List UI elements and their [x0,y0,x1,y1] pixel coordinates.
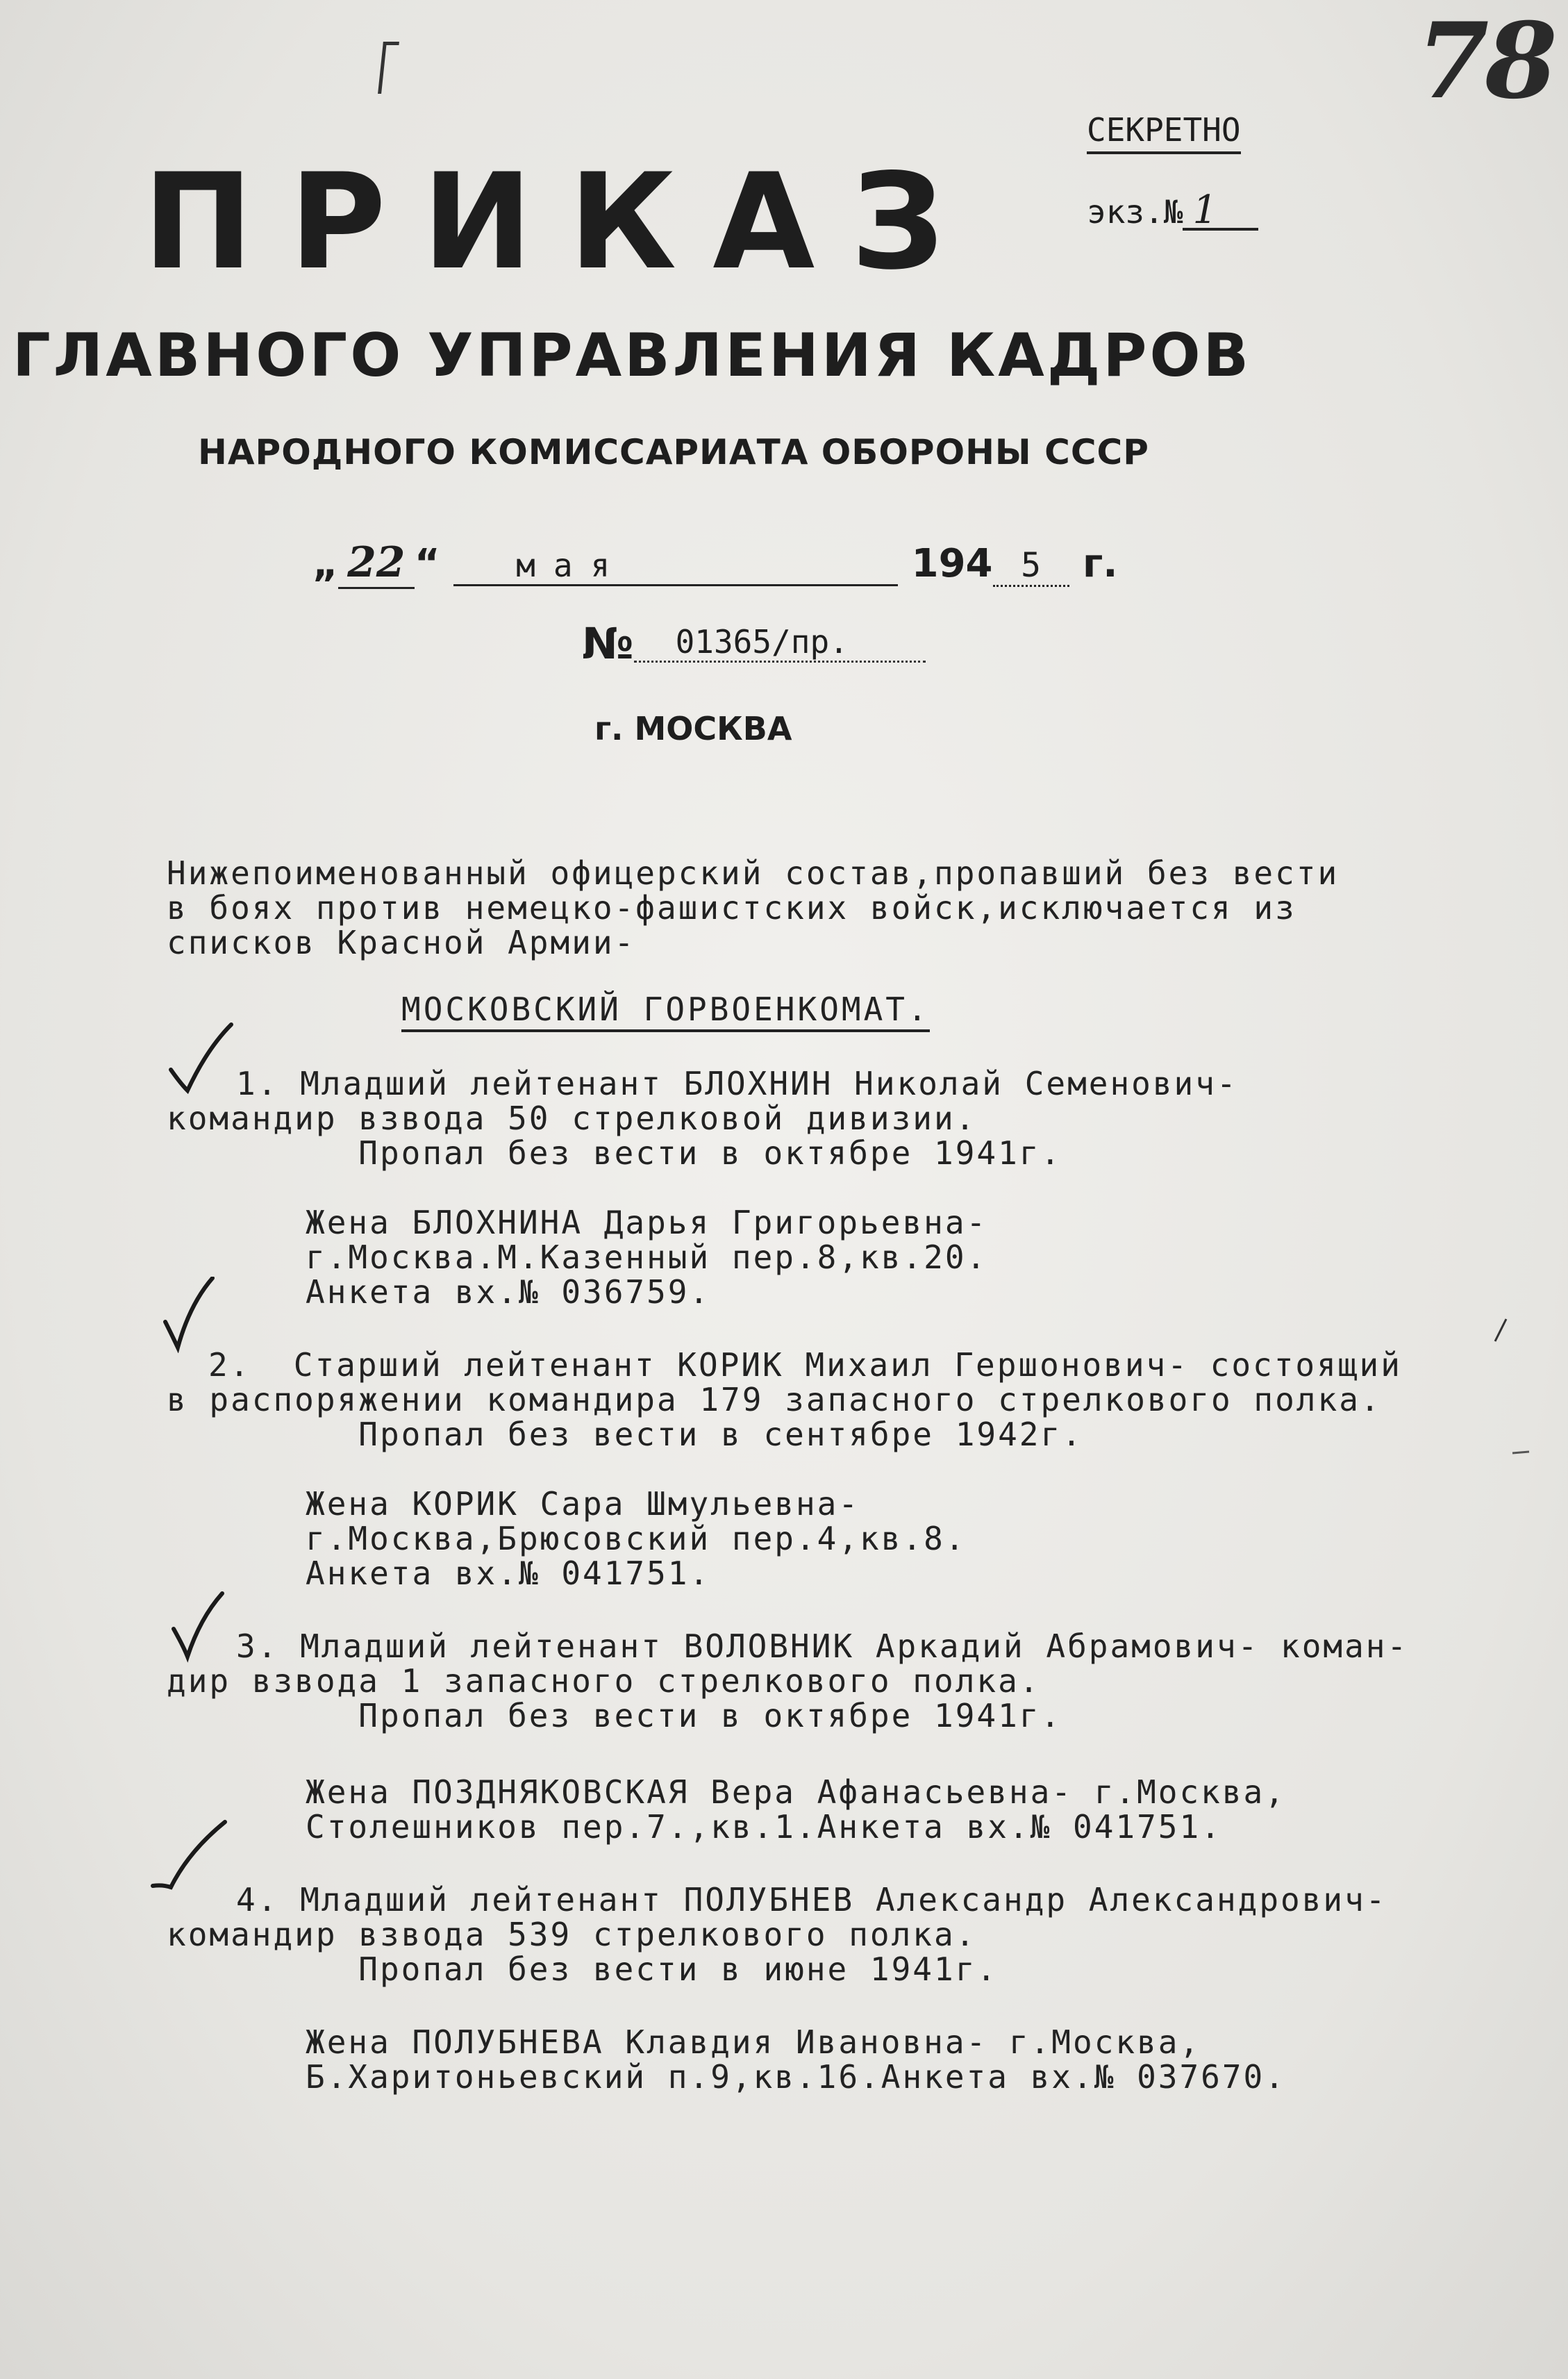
document-title: ПРИКАЗ [142,145,981,299]
wife-line: Жена ПОЛУБНЕВА Клавдия Ивановна- г.Москва, [306,2023,1201,2061]
district-heading: МОСКОВСКИЙ ГОРВОЕНКОМАТ. [401,992,930,1032]
order-city: г. МОСКВА [594,710,792,747]
entry-line: 3. Младший лейтенант ВОЛОВНИК Аркадий Абрамович- коман- [236,1627,1409,1665]
margin-pen-mark [1490,1316,1517,1344]
copy-number: 1 [1183,193,1258,231]
order-number-label: № [582,618,634,669]
wife-line: Жена КОРИК Сара Шмульевна- [306,1485,860,1523]
entry-line: командир взвода 50 стрелковой дивизии. [167,1100,977,1137]
intro-line: в боях против немецко-фашистских войск,исключается из [167,889,1296,927]
entry-line: 2. Старший лейтенант КОРИК Михаил Гершонович- состоящий [208,1346,1402,1384]
entry-4-text [167,1882,1387,1987]
entry-2-text [167,1348,1402,1452]
wife-line: Жена БЛОХНИНА Дарья Григорьевна- [306,1204,988,1241]
corner-bracket-mark [378,42,399,94]
entry-1-text [167,1066,1238,1170]
wife-line: Анкета вх.№ 036759. [306,1273,711,1311]
intro-line: списков Красной Армии- [167,924,636,961]
document-subtitle-commissariat: НАРОДНОГО КОМИССАРИАТА ОБОРОНЫ СССР [198,432,1149,472]
wife-line: Анкета вх.№ 041751. [306,1555,711,1592]
order-date: „ 22 “ мая 194 5 г. [312,538,1118,589]
entry-line: Пропал без вести в октябре 1941г. [167,1697,1062,1734]
order-number [582,618,926,669]
entry-line: 4. Младший лейтенант ПОЛУБНЕВ Александр Александрович- [236,1881,1387,1918]
entry-line: Пропал без вести в сентябре 1942г. [167,1416,1083,1453]
entry-3-text [167,1629,1408,1733]
page-number: 78 [1417,0,1553,122]
entry-line: Пропал без вести в октябре 1941г. [167,1134,1062,1172]
entry-2-wife [306,1486,967,1591]
entry-line: дир взвода 1 запасного стрелкового полка. [167,1662,1041,1700]
entry-line: в распоряжении командира 179 запасного стрелкового полка. [167,1381,1382,1418]
entry-4-wife [306,2025,1286,2094]
entry-line: 1. Младший лейтенант БЛОХНИН Николай Семенович- [236,1065,1238,1102]
entry-1-wife [306,1205,987,1309]
checkmark-icon [147,1816,231,1893]
wife-line: г.Москва.М.Казенный пер.8,кв.20. [306,1238,988,1276]
date-year-prefix: 194 [911,541,993,586]
order-number-value: 01365/пр. [634,623,926,663]
wife-line: Жена ПОЗДНЯКОВСКАЯ Вера Афанасьевна- г.Москва, [306,1773,1286,1811]
date-year-suffix: г. [1083,541,1118,586]
date-month: мая [453,547,898,586]
date-year-digit: 5 [993,546,1069,587]
date-day: 22 [338,538,415,589]
copy-label: экз.№ [1087,193,1183,231]
document-subtitle-agency: ГЛАВНОГО УПРАВЛЕНИЯ КАДРОВ [12,321,1252,390]
wife-line: Б.Харитоньевский п.9,кв.16.Анкета вх.№ 037670. [306,2058,1286,2096]
wife-line: Столешников пер.7.,кв.1.Анкета вх.№ 041751. [306,1808,1222,1846]
margin-pen-mark [1508,1438,1536,1466]
checkmark-icon [158,1277,242,1353]
entry-line: командир взвода 539 стрелкового полка. [167,1916,977,1953]
intro-paragraph [167,856,1339,960]
classification-label: СЕКРЕТНО [1087,111,1241,154]
entry-line: Пропал без вести в июне 1941г. [167,1950,999,1988]
entry-3-wife [306,1775,1286,1844]
wife-line: г.Москва,Брюсовский пер.4,кв.8. [306,1520,967,1557]
intro-line: Нижепоименованный офицерский состав,пропавший без вести [167,854,1340,892]
